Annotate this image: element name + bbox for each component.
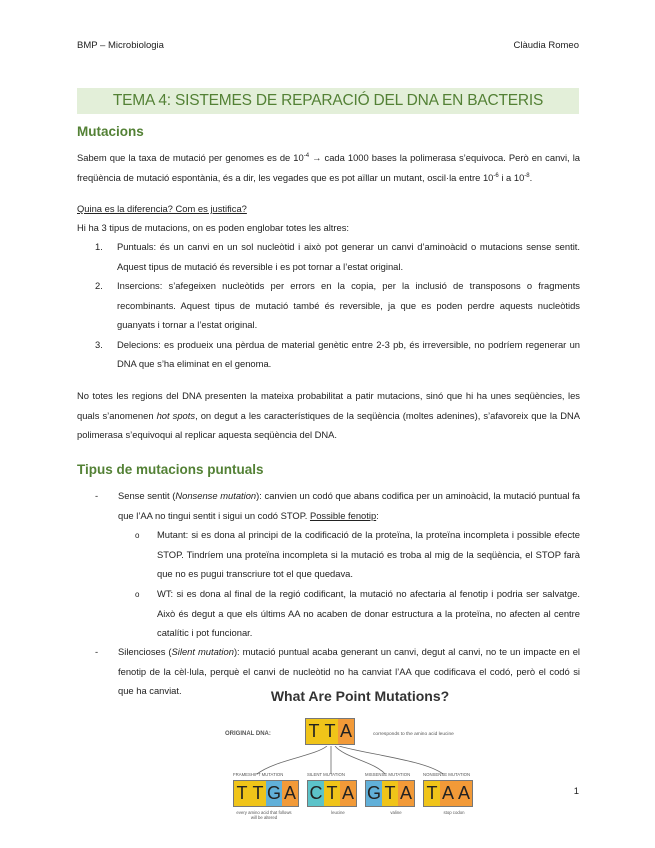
page-number: 1: [573, 786, 579, 797]
base-tile: T: [382, 781, 398, 806]
d1-em: Nonsense mutation: [175, 490, 257, 501]
base-tile: C: [308, 781, 324, 806]
question-line: Quina es la diferencia? Com es justifica?: [77, 203, 247, 214]
p1-sup-3: -8: [524, 172, 530, 179]
point-mutations-figure: [225, 688, 495, 838]
base-tile: A: [282, 781, 298, 806]
d2-b: ): mutació puntual acaba generant un canvi, degut al canvi, no te un impacte en el fenotip de la cèl·lula, perquè el canvi de nucleòtid no ha canviat l’AA que codificava el codó, però el codó si que ha canviat.: [118, 646, 580, 696]
mutation-codon: [423, 780, 473, 807]
heading-tipus: Tipus de mutacions puntuals: [77, 462, 264, 477]
base-tile: G: [366, 781, 382, 806]
header-left: BMP – Microbiologia: [77, 40, 164, 51]
base-tile: A: [338, 719, 354, 744]
list-text: Puntuals: és un canvi en un sol nucleòtid i això pot generar un canvi d’aminoàcid o mutacions sense sentit. Aquest tipus de mutació és reversible i es pot tornar a l’estat original.: [117, 241, 580, 272]
mutation-codon: [365, 780, 415, 807]
mutation-types-list: [77, 237, 580, 374]
list-item: [77, 335, 580, 374]
original-note: corresponds to the amino acid leucine: [373, 732, 454, 737]
original-codon: [305, 718, 355, 745]
p1-sup-2: -6: [493, 172, 499, 179]
list-number: 2.: [95, 280, 103, 291]
base-tile: A: [456, 781, 472, 806]
d1-a: Sense sentit (: [118, 490, 176, 501]
base-tile: A: [340, 781, 356, 806]
d1-underline: Possible fenotip: [309, 509, 377, 521]
mutation-note: every amino acid that follows will be altered: [236, 810, 292, 820]
base-tile: A: [440, 781, 456, 806]
title-banner: [77, 88, 579, 114]
mutation-label: SILENT MUTATION: [307, 772, 345, 777]
p2-text-b: , on degut a les característiques de la seqüència (moltes adenines), s’afavoreix que la DNA polimerasa s’equivoqui al replicar aquesta seqüència del DNA.: [77, 409, 581, 440]
mutation-codon: [233, 780, 299, 807]
paragraph-hotspots: [77, 386, 580, 445]
types-intro: Hi ha 3 tipus de mutacions, on es poden englobar totes les altres:: [77, 222, 350, 233]
list-text: Insercions: s’afegeixen nucleòtids per errors en la copia, per la inclusió de transposons o fragments recombinants. Aquest tipus de mutació també és reversible, ja que es poden perdre aquests nucleòtids guanyats i tornar a l’estat original.: [117, 280, 580, 330]
arrow-frameshift: [257, 746, 327, 774]
paragraph-intro: [77, 148, 580, 187]
d1-b: ): canvien un codó que abans codifica per un aminoàcid, la mutació puntual fa que l’AA no tingui sentit i sigui un codó STOP.: [118, 490, 580, 521]
circle-bullet-icon: o: [135, 590, 140, 599]
bullet-text: [118, 486, 580, 525]
mutation-note: valine: [390, 810, 402, 815]
sub-bullet-wt: [135, 584, 580, 643]
heading-mutacions: Mutacions: [77, 124, 144, 139]
base-tile: A: [398, 781, 414, 806]
p1-sup-1: -4: [303, 152, 310, 159]
p1-text-c: i a 10: [498, 171, 525, 183]
list-number: 3.: [95, 338, 103, 350]
d2-a: Silencioses (: [118, 646, 172, 657]
mutation-note: leucine: [331, 810, 345, 815]
circle-bullet-icon: o: [135, 531, 140, 540]
mutation-label: MISSENSE MUTATION: [365, 772, 411, 777]
base-tile: T: [322, 719, 338, 744]
p1-text-a: Sabem que la taxa de mutació per genomes es de 10: [77, 152, 304, 163]
base-tile: T: [234, 781, 250, 806]
base-tile: T: [324, 781, 340, 806]
arrow-missense: [335, 746, 385, 774]
mutation-label: FRAMESHIFT MUTATION: [233, 772, 284, 777]
mutation-codon: [307, 780, 357, 807]
base-tile: T: [306, 719, 322, 744]
page-title: TEMA 4: SISTEMES DE REPARACIÓ DEL DNA EN BACTERIS: [112, 92, 544, 109]
list-text: Delecions: es produeix una pèrdua de material genètic entre 2-3 pb, és irreversible, no podríem regenerar un DNA que s’ha eliminat en el genoma.: [117, 338, 580, 369]
dash-marker: -: [95, 646, 99, 657]
figure-title: What Are Point Mutations?: [270, 688, 450, 704]
list-item: [77, 276, 580, 335]
p2-hotspots: hot spots: [156, 409, 196, 421]
base-tile: T: [250, 781, 266, 806]
sub-bullet-mutant: [135, 525, 580, 584]
header-right: Clàudia Romeo: [513, 40, 579, 51]
original-dna-label: ORIGINAL DNA:: [225, 731, 271, 737]
d2-em: Silent mutation: [171, 646, 234, 657]
base-tile: T: [424, 781, 440, 806]
p1-text-b: → cada 1000 bases la polimerasa s’equivoca. Però en canvi, la freqüència de mutació espontània, és a dir, les vegades que es pot aïllar un mutant, oscil·la entre 10: [77, 152, 580, 183]
list-number: 1.: [95, 241, 103, 252]
sub-bullet-text: WT: si es dona al final de la regió codificant, la mutació no afectaria al fenotip i podria ser salvatge. Això és degut a que els últims AA no acaben de donar estructura a la proteïna, no afecten al centre catalític i pot funcionar.: [157, 588, 580, 638]
mutation-label: NONSENSE MUTATION: [423, 772, 471, 777]
mutation-note: stop codon: [443, 810, 465, 815]
p1-text-d: .: [529, 171, 533, 183]
dash-marker: -: [95, 490, 99, 501]
bullet-nonsense: [95, 486, 580, 525]
p2-text-a: No totes les regions del DNA presenten la mateixa probabilitat a patir mutacions, sinó que hi ha unes seqüències, les quals s’anomenen: [77, 390, 580, 421]
sub-bullet-text: Mutant: si es dona al principi de la codificació de la proteïna, la proteïna incompleta i possible efecte STOP. Tindríem una proteïna incompleta si la mutació es troba al mig de la seqüència, el STOP farà que no es pugui transcriure tot el que quedava.: [157, 529, 580, 579]
list-item: [77, 237, 580, 276]
arrow-nonsense: [339, 746, 443, 774]
d1-c: :: [376, 509, 379, 521]
base-tile: G: [266, 781, 282, 806]
